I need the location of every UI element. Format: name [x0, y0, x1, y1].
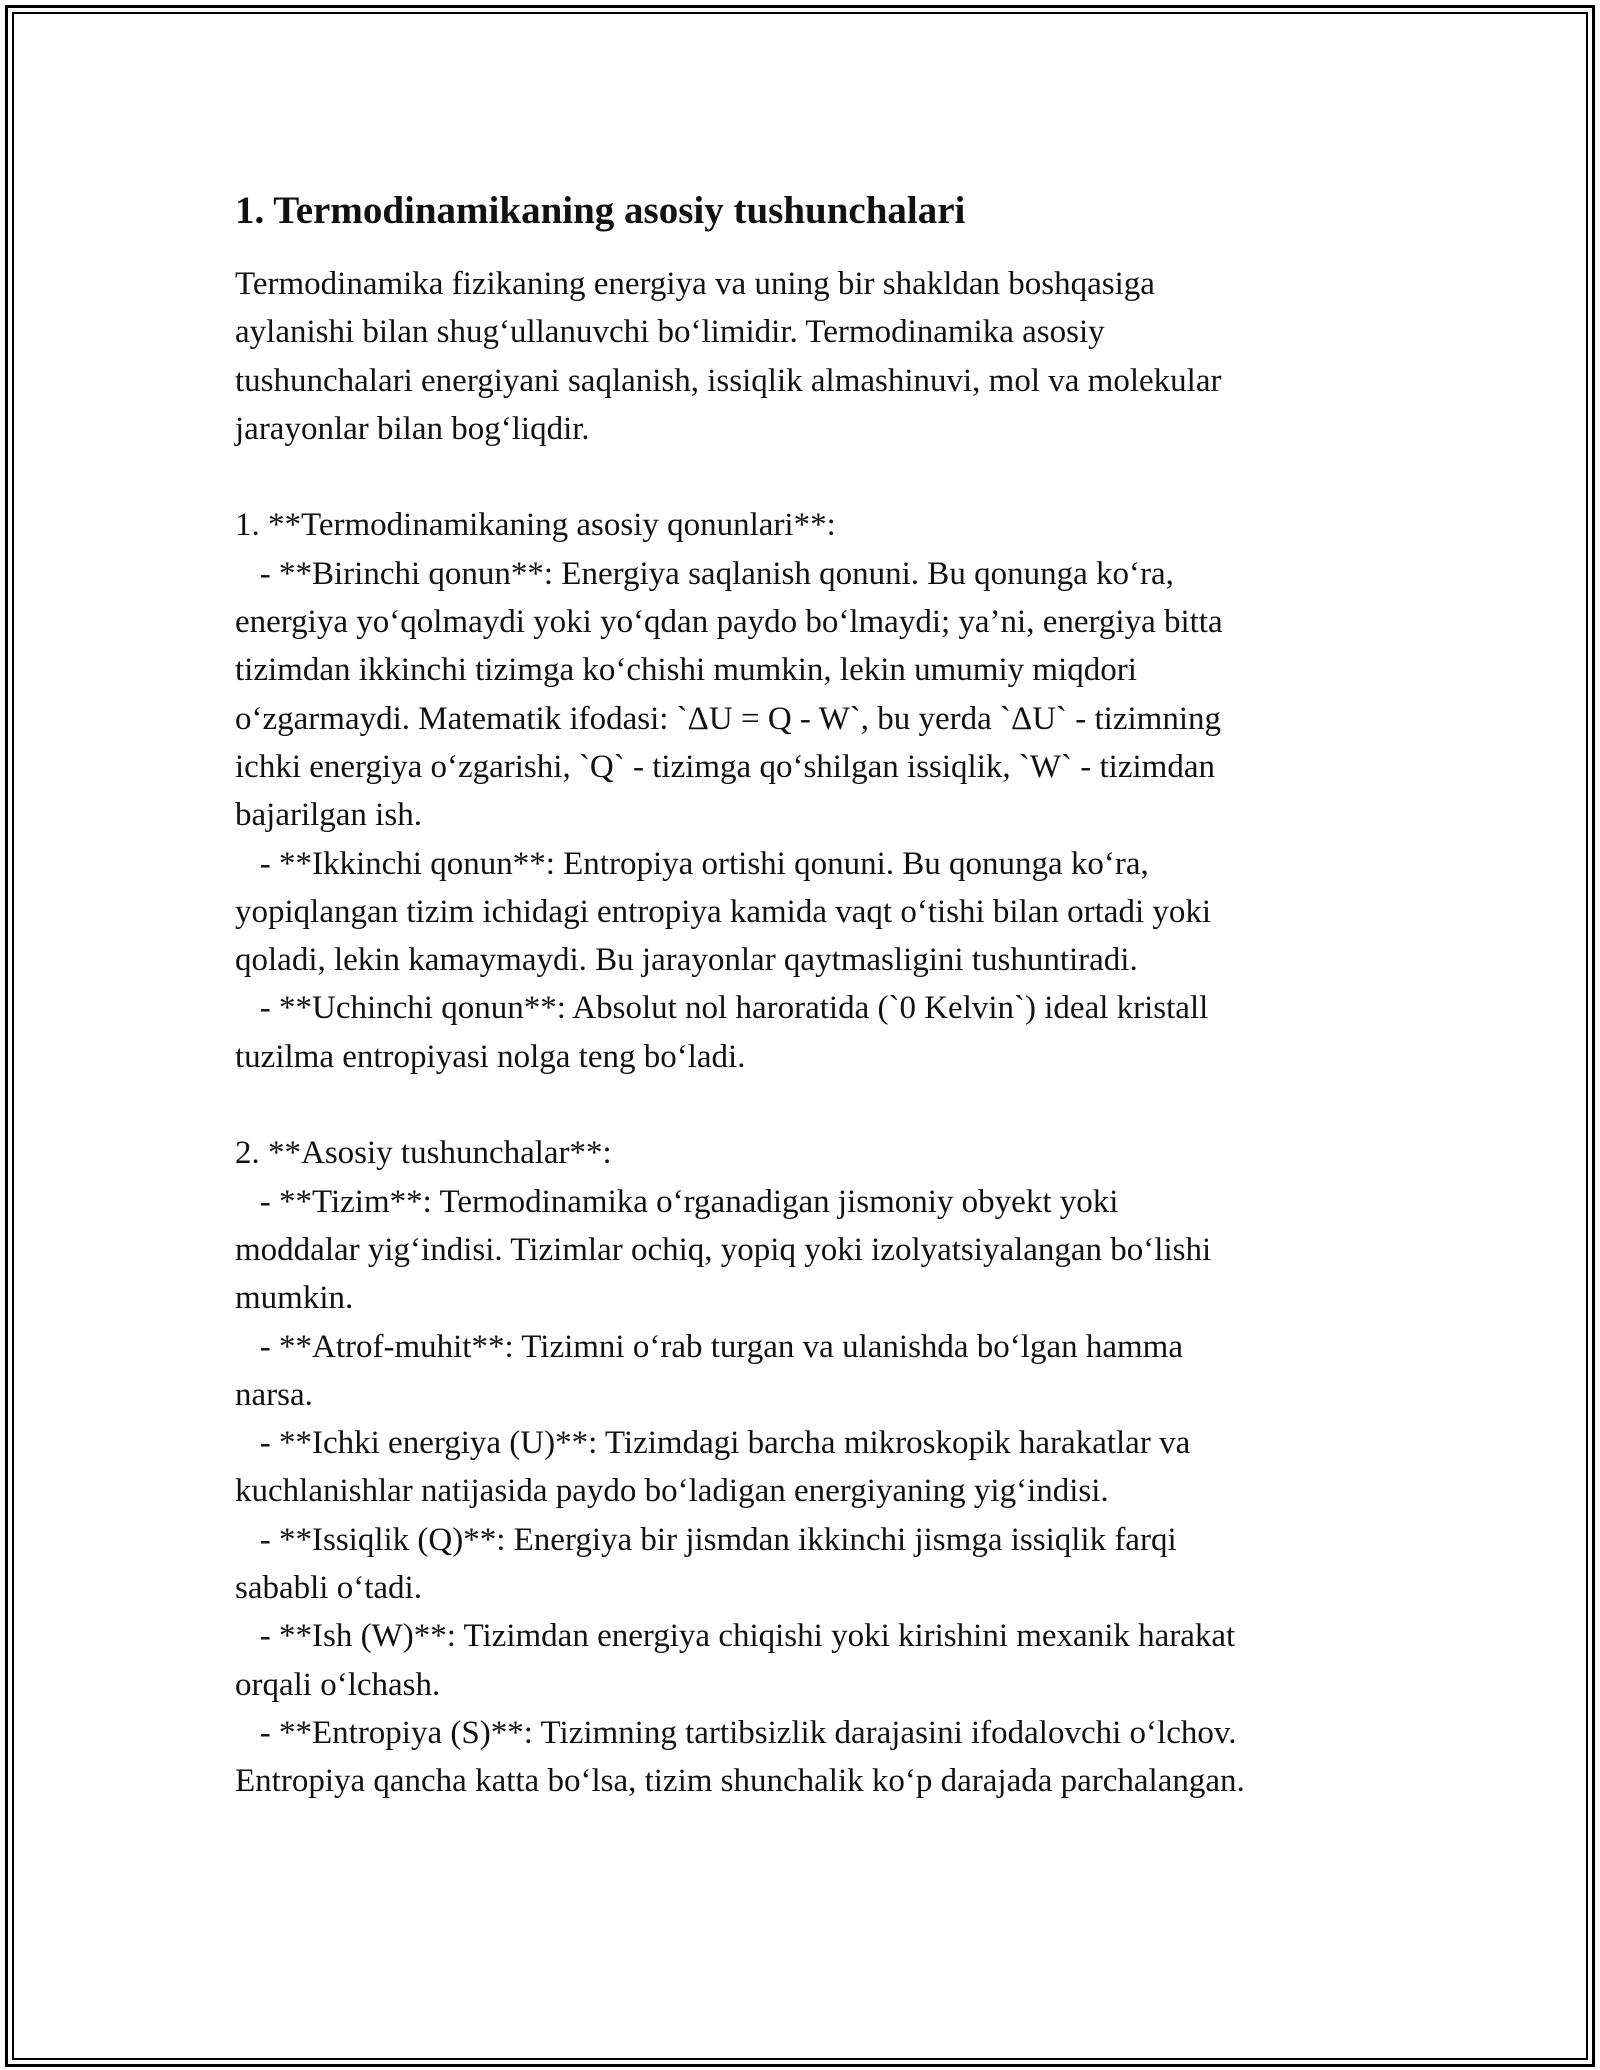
section-laws — [235, 501, 1375, 1081]
list-item-line: moddalar yig‘indisi. Tizimlar ochiq, yopiq yoki izolyatsiyalangan bo‘lishi — [235, 1231, 1212, 1268]
section-concepts — [235, 1129, 1375, 1805]
list-item-line: Entropiya qancha katta bo‘lsa, tizim shunchalik ko‘p darajada parchalangan. — [235, 1763, 1245, 1800]
section-title: 2. **Asosiy tushunchalar**: — [235, 1135, 612, 1172]
list-item-line: - **Tizim**: Termodinamika o‘rganadigan jismoniy obyekt yoki — [235, 1183, 1119, 1220]
list-item-work — [235, 1612, 1375, 1709]
list-item-heat — [235, 1516, 1375, 1613]
list-item-line: sababli o‘tadi. — [235, 1570, 422, 1607]
blank-line — [235, 453, 1375, 501]
document-heading: 1. Termodinamikaning asosiy tushunchalari — [235, 189, 966, 232]
list-item-line: o‘zgarmaydi. Matematik ifodasi: `ΔU = Q - W`, bu yerda `ΔU` - tizimning — [235, 700, 1222, 737]
list-item-system — [235, 1178, 1375, 1323]
list-item-internal-energy — [235, 1419, 1375, 1516]
list-item-third-law — [235, 984, 1375, 1081]
list-item-line: - **Uchinchi qonun**: Absolut nol haroratida (`0 Kelvin`) ideal kristall — [235, 990, 1209, 1027]
blank-line — [235, 1081, 1375, 1129]
list-item-line: - **Ish (W)**: Tizimdan energiya chiqishi yoki kirishini mexanik harakat — [235, 1618, 1236, 1655]
list-item-line: mumkin. — [235, 1280, 354, 1317]
list-item-first-law — [235, 550, 1375, 840]
list-item-line: bajarilgan ish. — [235, 797, 422, 834]
intro-line: tushunchalari energiyani saqlanish, issiqlik almashinuvi, mol va molekular — [235, 362, 1222, 399]
intro-line: Termodinamika fizikaning energiya va uning bir shakldan boshqasiga — [235, 266, 1155, 302]
list-item-line: - **Ikkinchi qonun**: Entropiya ortishi qonuni. Bu qonunga ko‘ra, — [235, 845, 1149, 882]
list-item-second-law — [235, 840, 1375, 985]
list-item-line: - **Ichki energiya (U)**: Tizimdagi barcha mikroskopik harakatlar va — [235, 1425, 1191, 1462]
list-item-line: kuchlanishlar natijasida paydo bo‘ladigan energiyaning yig‘indisi. — [235, 1473, 1109, 1510]
list-item-line: - **Atrof-muhit**: Tizimni o‘rab turgan va ulanishda bo‘lgan hamma — [235, 1328, 1183, 1365]
intro-line: aylanishi bilan shug‘ullanuvchi bo‘limidir. Termodinamika asosiy — [235, 314, 1105, 351]
list-item-line: ichki energiya o‘zgarishi, `Q` - tizimga qo‘shilgan issiqlik, `W` - tizimdan — [235, 748, 1215, 785]
list-item-line: orqali o‘lchash. — [235, 1666, 441, 1703]
list-item-line: - **Birinchi qonun**: Energiya saqlanish qonuni. Bu qonunga ko‘ra, — [235, 555, 1174, 592]
list-item-line: qoladi, lekin kamaymaydi. Bu jarayonlar qaytmasligini tushuntiradi. — [235, 942, 1138, 979]
document-body — [235, 185, 1375, 1806]
list-item-line: - **Entropiya (S)**: Tizimning tartibsizlik darajasini ifodalovchi o‘lchov. — [235, 1714, 1237, 1751]
list-item-line: tuzilma entropiyasi nolga teng bo‘ladi. — [235, 1038, 746, 1075]
intro-line: jarayonlar bilan bog‘liqdir. — [235, 410, 590, 447]
list-item-line: narsa. — [235, 1376, 313, 1413]
list-item-entropy — [235, 1709, 1375, 1806]
list-item-line: yopiqlangan tizim ichidagi entropiya kamida vaqt o‘tishi bilan ortadi yoki — [235, 893, 1212, 930]
list-item-line: energiya yo‘qolmaydi yoki yo‘qdan paydo bo‘lmaydi; ya’ni, energiya bitta — [235, 604, 1223, 641]
list-item-environment — [235, 1323, 1375, 1420]
intro-paragraph — [235, 260, 1375, 453]
section-title: 1. **Termodinamikaning asosiy qonunlari**: — [235, 507, 836, 544]
list-item-line: tizimdan ikkinchi tizimga ko‘chishi mumkin, lekin umumiy miqdori — [235, 652, 1137, 689]
list-item-line: - **Issiqlik (Q)**: Energiya bir jismdan ikkinchi jismga issiqlik farqi — [235, 1521, 1177, 1558]
